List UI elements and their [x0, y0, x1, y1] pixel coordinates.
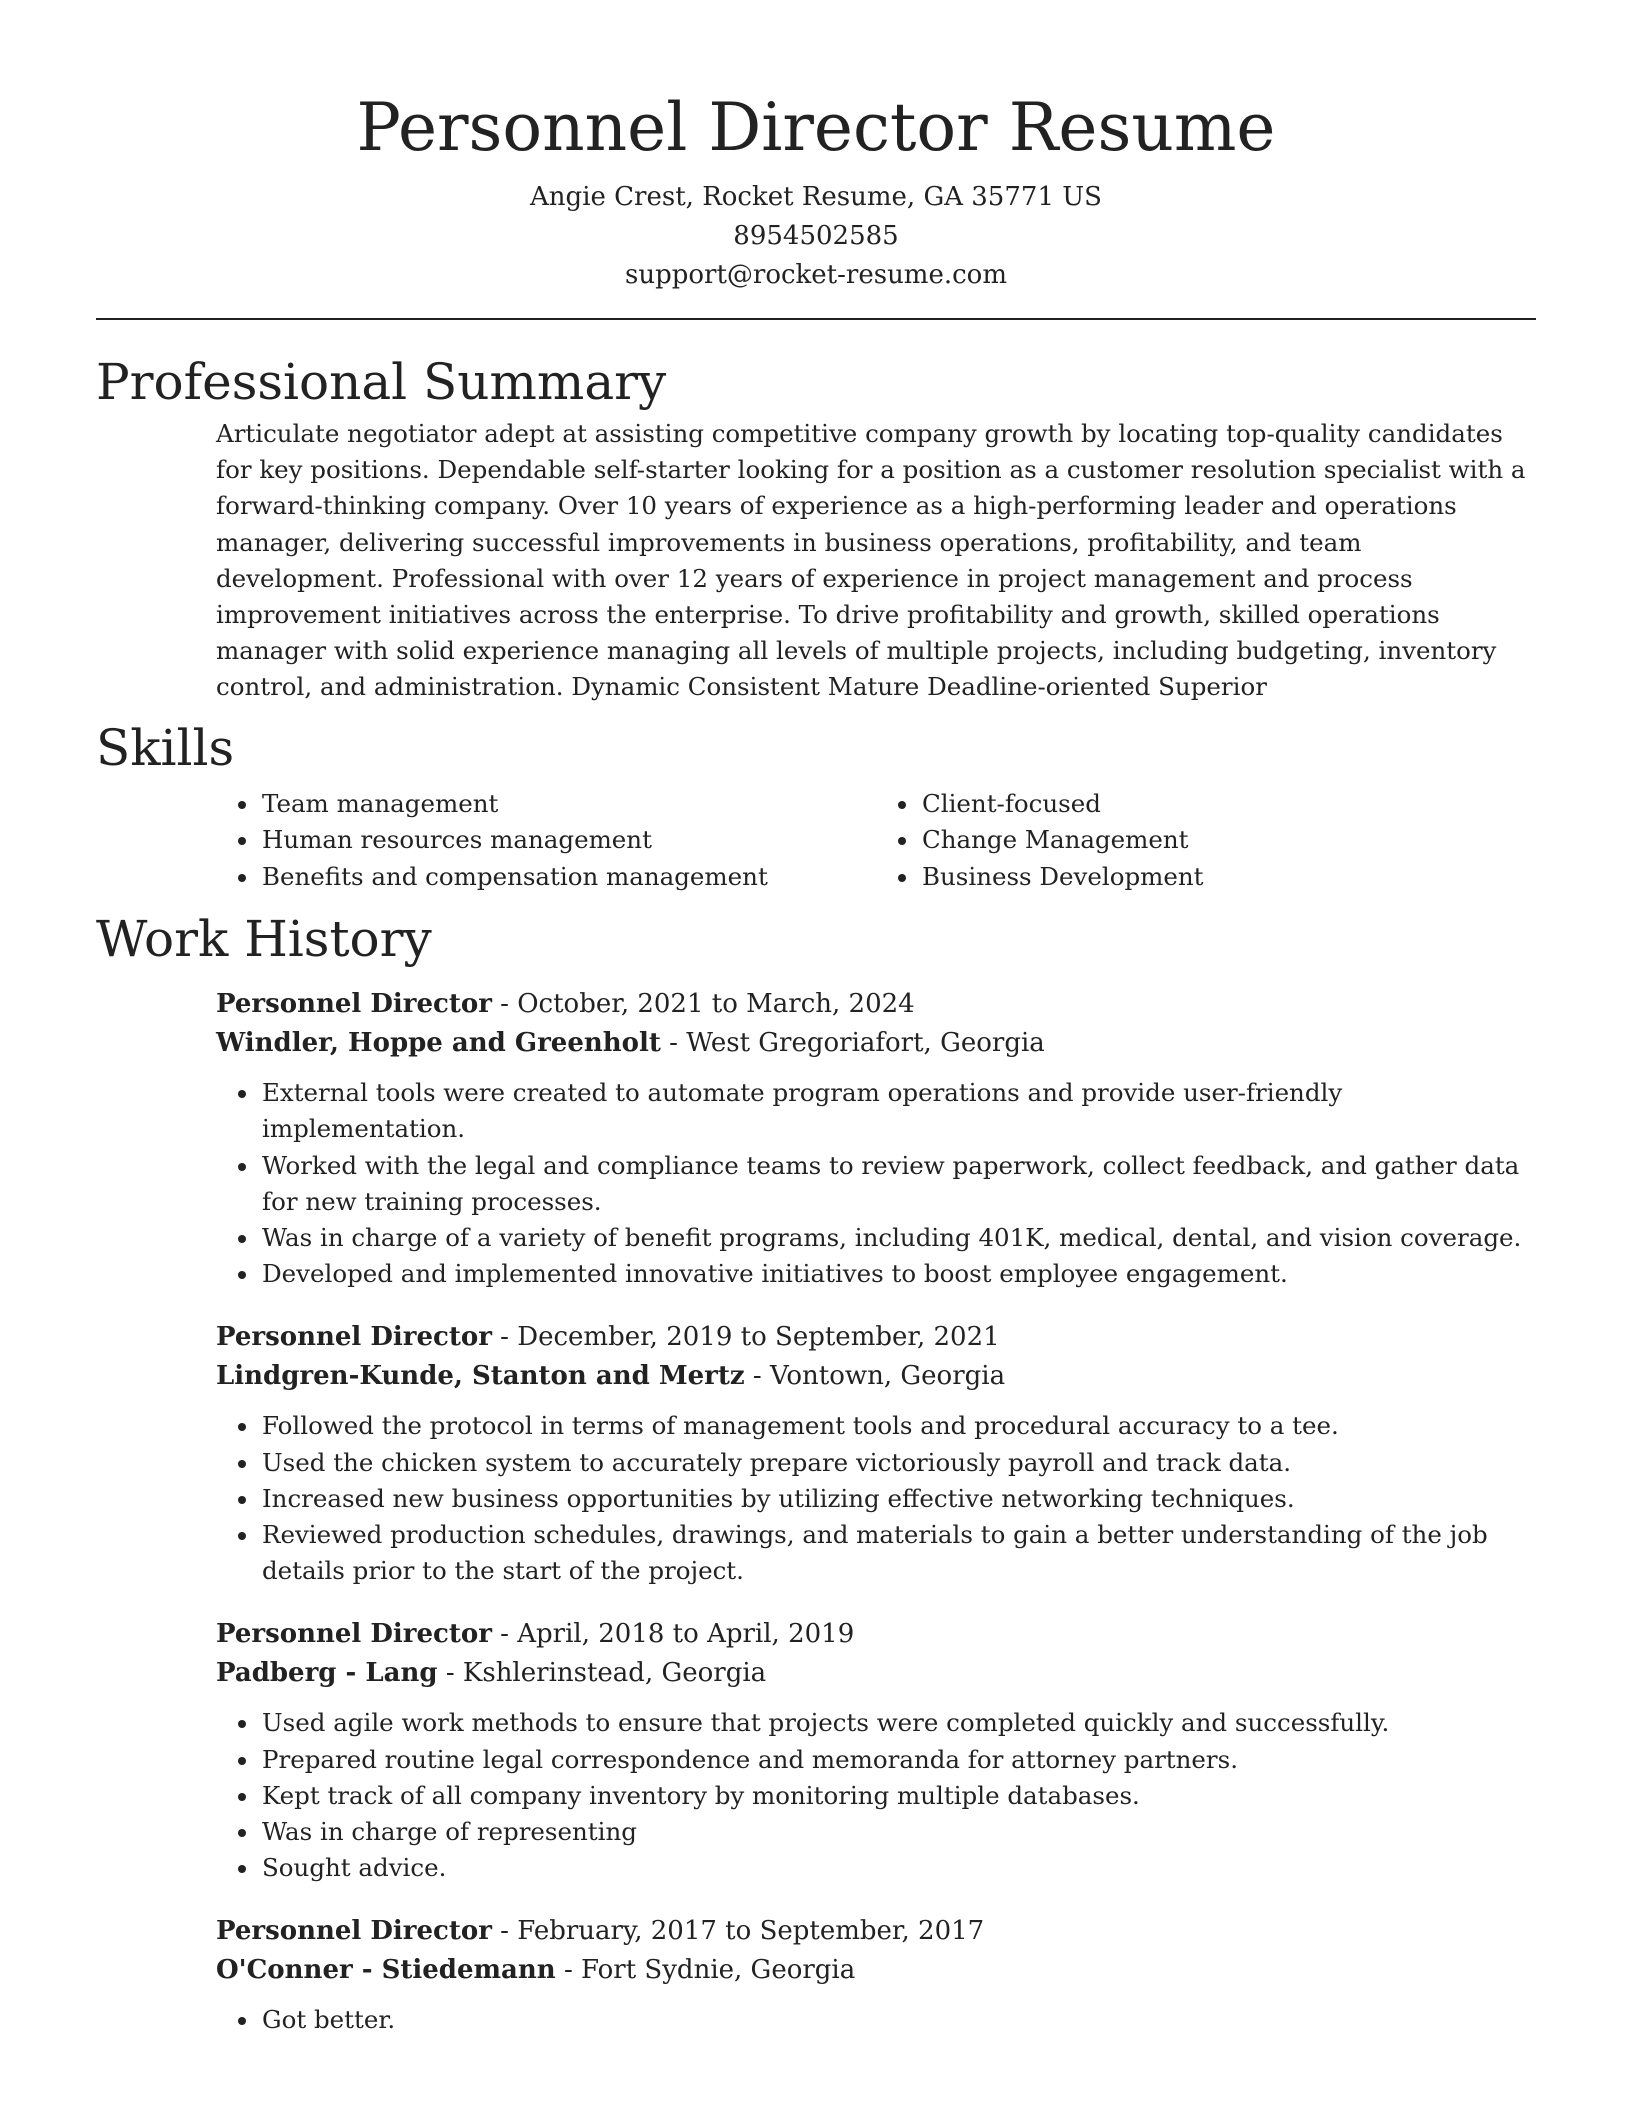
duty-item: • Sought advice. — [260, 1850, 1536, 1886]
job-title: Personnel Director — [216, 1916, 492, 1947]
company-name: Padberg - Lang — [216, 1658, 438, 1689]
company-location: Fort Sydnie, Georgia — [581, 1955, 856, 1986]
duty-list — [216, 1705, 1536, 1886]
company-name: O'Conner - Stiedemann — [216, 1955, 556, 1986]
summary-text: Articulate negotiator adept at assisting competitive company growth by locating top-quality candidates for key positions. Dependable self-starter looking for a position as a customer resolution specialist with a forward-thinking company. Over 10 years of experience as a high-performing leader and operations manager, delivering successful improvements in business operations, profitability, and team development. Professional with over 12 years of experience in project management and process improvement initiatives across the enterprise. To drive profitability and growth, skilled operations manager with solid experience managing all levels of multiple projects, including budgeting, inventory control, and administration. Dynamic Consistent Mature Deadline-oriented Superior — [216, 419, 1526, 702]
job-entry — [216, 1318, 1536, 1589]
skills-column-left — [216, 786, 876, 896]
job-end-date: September, 2017 — [759, 1916, 985, 1947]
duty-item: • Used the chicken system to accurately prepare victoriously payroll and track data. — [260, 1445, 1536, 1481]
date-range-word: to — [732, 1322, 776, 1353]
duty-list — [216, 2002, 1536, 2038]
job-title: Personnel Director — [216, 1619, 492, 1650]
job-start-date: April, 2018 — [517, 1619, 665, 1650]
skill-item: • Human resources management — [260, 822, 876, 859]
company-name: Windler, Hoppe and Greenholt — [216, 1028, 661, 1059]
date-range-word: to — [703, 989, 747, 1020]
resume-page — [96, 0, 1536, 2039]
company-location: West Gregoriafort, Georgia — [686, 1028, 1045, 1059]
skill-item: • Team management — [260, 786, 876, 823]
skills-grid — [216, 786, 1536, 896]
separator: - — [491, 1322, 518, 1353]
resume-title: Personnel Director Resume — [356, 89, 1276, 166]
duty-item: • Followed the protocol in terms of management tools and procedural accuracy to a tee. — [260, 1408, 1536, 1444]
job-title-line — [216, 985, 1536, 1024]
skill-item: • Change Management — [920, 822, 1536, 859]
job-end-date: March, 2024 — [746, 989, 915, 1020]
duty-item: • Was in charge of a variety of benefit programs, including 401K, medical, dental, and vision coverage. — [260, 1220, 1536, 1256]
header-divider — [96, 318, 1536, 320]
job-end-date: September, 2021 — [775, 1322, 1000, 1353]
separator: - — [744, 1361, 770, 1392]
job-title-line — [216, 1912, 1536, 1951]
contact-block — [96, 178, 1536, 295]
job-entry — [216, 1912, 1536, 2038]
skill-item: • Business Development — [920, 859, 1536, 896]
separator: - — [491, 1619, 518, 1650]
job-company-line — [216, 1024, 1536, 1063]
job-company-line — [216, 1654, 1536, 1693]
summary-section — [96, 350, 1536, 706]
job-start-date: December, 2019 — [517, 1322, 733, 1353]
duty-item: • Was in charge of representing — [260, 1814, 1536, 1850]
company-location: Vontown, Georgia — [769, 1361, 1006, 1392]
duty-item: • Got better. — [260, 2002, 1536, 2038]
duty-item: • Kept track of all company inventory by monitoring multiple databases. — [260, 1778, 1536, 1814]
job-entry — [216, 985, 1536, 1292]
separator: - — [555, 1955, 582, 1986]
contact-address: Angie Crest, Rocket Resume, GA 35771 US — [530, 182, 1102, 212]
duty-list — [216, 1408, 1536, 1589]
duty-list — [216, 1075, 1536, 1292]
job-company-line — [216, 1951, 1536, 1990]
company-location: Kshlerinstead, Georgia — [462, 1658, 767, 1689]
skills-column-right — [876, 786, 1536, 896]
duty-item: • Increased new business opportunities by utilizing effective networking techniques. — [260, 1481, 1536, 1517]
duty-item: • Used agile work methods to ensure that projects were completed quickly and successfully. — [260, 1705, 1536, 1741]
job-entry — [216, 1615, 1536, 1886]
job-start-date: October, 2021 — [517, 989, 704, 1020]
company-name: Lindgren-Kunde, Stanton and Mertz — [216, 1361, 745, 1392]
skills-heading: Skills — [96, 718, 235, 777]
separator: - — [437, 1658, 463, 1689]
job-end-date: April, 2019 — [707, 1619, 855, 1650]
job-title-line — [216, 1615, 1536, 1654]
duty-item: • External tools were created to automate program operations and provide user-friendly implementation. — [260, 1075, 1536, 1147]
job-start-date: February, 2017 — [517, 1916, 717, 1947]
contact-phone: 8954502585 — [733, 221, 899, 251]
skills-section — [96, 716, 1536, 896]
separator: - — [491, 989, 518, 1020]
job-title: Personnel Director — [216, 1322, 492, 1353]
job-title: Personnel Director — [216, 989, 492, 1020]
duty-item: • Worked with the legal and compliance teams to review paperwork, collect feedback, and gather data for new training processes. — [260, 1148, 1536, 1220]
separator: - — [491, 1916, 518, 1947]
work-history-section — [96, 907, 1536, 2038]
duty-item: • Developed and implemented innovative initiatives to boost employee engagement. — [260, 1256, 1536, 1292]
date-range-word: to — [716, 1916, 760, 1947]
duty-item: • Reviewed production schedules, drawings, and materials to gain a better understanding of the job details prior to the start of the project. — [260, 1517, 1536, 1589]
skill-item: • Client-focused — [920, 786, 1536, 823]
resume-header — [96, 0, 1536, 295]
separator: - — [660, 1028, 687, 1059]
skill-item: • Benefits and compensation management — [260, 859, 876, 896]
duty-item: • Prepared routine legal correspondence and memoranda for attorney partners. — [260, 1742, 1536, 1778]
work-history-heading: Work History — [96, 910, 432, 969]
contact-email: support@rocket-resume.com — [624, 260, 1007, 290]
job-title-line — [216, 1318, 1536, 1357]
job-company-line — [216, 1357, 1536, 1396]
date-range-word: to — [664, 1619, 708, 1650]
summary-heading: Professional Summary — [96, 353, 667, 411]
